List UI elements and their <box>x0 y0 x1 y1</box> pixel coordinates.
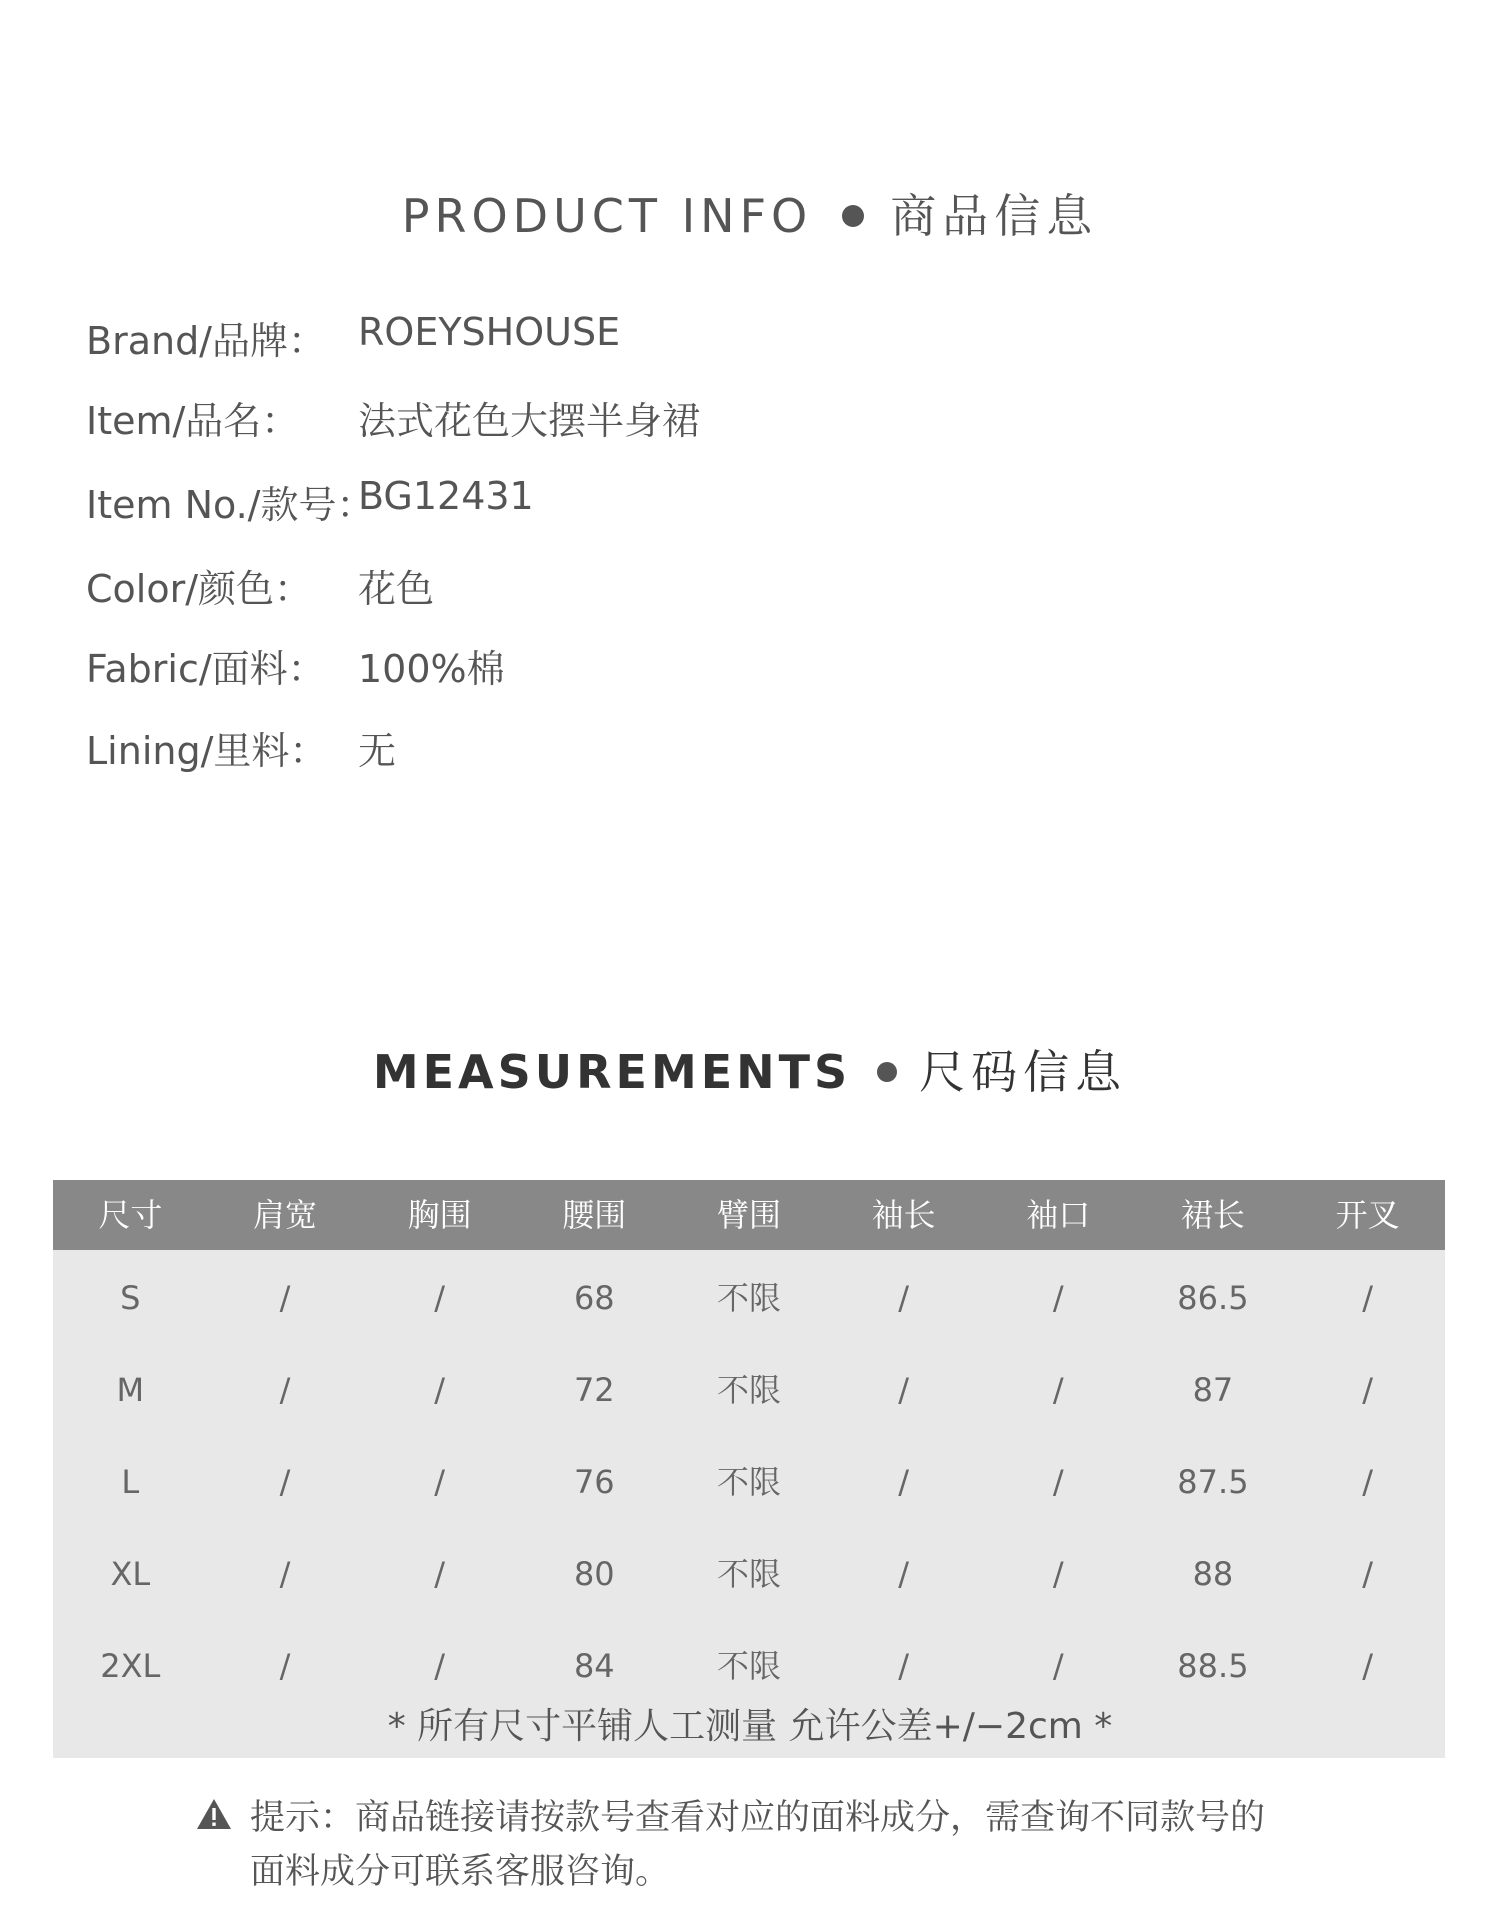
header-cell: 尺寸 <box>98 1196 163 1234</box>
tip-text-line-1: 提示：商品链接请按款号查看对应的面料成分，需查询不同款号的 <box>250 1798 1266 1838</box>
table-row <box>53 1530 1445 1622</box>
table-row <box>53 1438 1445 1530</box>
table-cell: 68 <box>573 1279 615 1317</box>
table-cell: / <box>434 1279 446 1317</box>
table-cell: 87.5 <box>1177 1463 1249 1501</box>
table-cell: L <box>121 1463 140 1501</box>
table-cell: / <box>279 1647 291 1685</box>
table-cell: / <box>434 1371 446 1409</box>
table-cell: / <box>1362 1647 1373 1685</box>
info-label: Fabric/面料： <box>86 647 326 691</box>
table-cell: / <box>898 1279 909 1317</box>
table-cell: XL <box>110 1555 151 1593</box>
bullet-dot-icon <box>877 1062 897 1082</box>
table-cell: / <box>1362 1279 1373 1317</box>
info-row-color <box>86 558 986 618</box>
table-cell: M <box>116 1371 145 1409</box>
info-label: Lining/里料： <box>86 729 328 773</box>
table-cell: S <box>120 1279 141 1317</box>
table-cell: 不限 <box>716 1279 781 1317</box>
tip-text-line-2: 面料成分可联系客服咨询。 <box>250 1852 671 1892</box>
measurement-note: * 所有尺寸平铺人工测量 允许公差+/−2cm * <box>387 1706 1113 1747</box>
table-cell: / <box>279 1371 291 1409</box>
table-cell: 88 <box>1192 1555 1234 1593</box>
table-row <box>53 1254 1445 1346</box>
table-cell: 84 <box>573 1647 615 1685</box>
info-row-fabric <box>86 638 986 698</box>
product-info-title-en: PRODUCT INFO <box>401 189 813 243</box>
info-value: BG12431 <box>358 474 534 518</box>
table-cell: / <box>1052 1279 1064 1317</box>
table-cell: / <box>1362 1555 1373 1593</box>
header-cell: 胸围 <box>407 1196 472 1234</box>
header-cell: 臂围 <box>716 1196 781 1234</box>
table-cell: 76 <box>573 1463 615 1501</box>
table-cell: / <box>1052 1371 1064 1409</box>
table-cell: 72 <box>573 1371 615 1409</box>
measurements-title <box>0 1036 1500 1102</box>
table-row <box>53 1346 1445 1438</box>
table-cell: / <box>434 1463 446 1501</box>
table-cell: / <box>1362 1371 1373 1409</box>
warning-icon <box>196 1798 232 1830</box>
info-row-lining <box>86 720 986 780</box>
info-row-item-no <box>86 474 986 534</box>
table-cell: / <box>1052 1463 1064 1501</box>
info-value: 法式花色大摆半身裙 <box>358 399 701 443</box>
table-cell: / <box>1362 1463 1373 1501</box>
table-cell: / <box>898 1463 909 1501</box>
table-cell: / <box>279 1279 291 1317</box>
header-cell: 袖口 <box>1026 1196 1091 1234</box>
table-cell: / <box>434 1555 446 1593</box>
table-cell: / <box>1052 1647 1064 1685</box>
info-label: Color/颜色： <box>86 567 313 611</box>
table-cell: / <box>1052 1555 1064 1593</box>
header-cell: 肩宽 <box>252 1196 317 1234</box>
table-cell: 不限 <box>716 1647 781 1685</box>
product-info-title-zh: 商品信息 <box>890 189 1099 243</box>
size-table <box>53 1180 1445 1758</box>
table-cell: 86.5 <box>1177 1279 1249 1317</box>
measurements-title-zh: 尺码信息 <box>919 1045 1128 1099</box>
info-value: 100%棉 <box>358 647 505 691</box>
info-value: 无 <box>358 729 397 773</box>
table-cell: / <box>434 1647 446 1685</box>
table-cell: 87 <box>1192 1371 1234 1409</box>
header-cell: 腰围 <box>562 1196 627 1234</box>
table-cell: 88.5 <box>1177 1647 1249 1685</box>
header-cell: 裙长 <box>1180 1196 1245 1234</box>
info-value: 花色 <box>358 567 435 611</box>
bullet-dot-icon <box>842 205 864 227</box>
measurements-title-en: MEASUREMENTS <box>372 1045 852 1099</box>
info-label: Item/品名： <box>86 399 300 443</box>
size-table-header <box>53 1180 1445 1250</box>
info-row-item <box>86 390 986 450</box>
info-label: Brand/品牌： <box>86 319 326 363</box>
table-cell: 80 <box>573 1555 615 1593</box>
size-table-body <box>53 1250 1445 1758</box>
table-cell: / <box>279 1555 291 1593</box>
table-cell: 不限 <box>716 1555 781 1593</box>
table-cell: / <box>279 1463 291 1501</box>
product-info-title <box>0 180 1500 246</box>
table-cell: 不限 <box>716 1463 781 1501</box>
info-value: ROEYSHOUSE <box>358 310 621 354</box>
table-cell: / <box>898 1647 909 1685</box>
header-cell: 袖长 <box>871 1196 936 1234</box>
table-cell: / <box>898 1371 909 1409</box>
header-cell: 开叉 <box>1335 1196 1400 1234</box>
info-row-brand <box>86 310 986 370</box>
table-cell: / <box>898 1555 909 1593</box>
table-cell: 2XL <box>100 1647 161 1685</box>
info-label: Item No./款号： <box>86 483 375 527</box>
table-cell: 不限 <box>716 1371 781 1409</box>
